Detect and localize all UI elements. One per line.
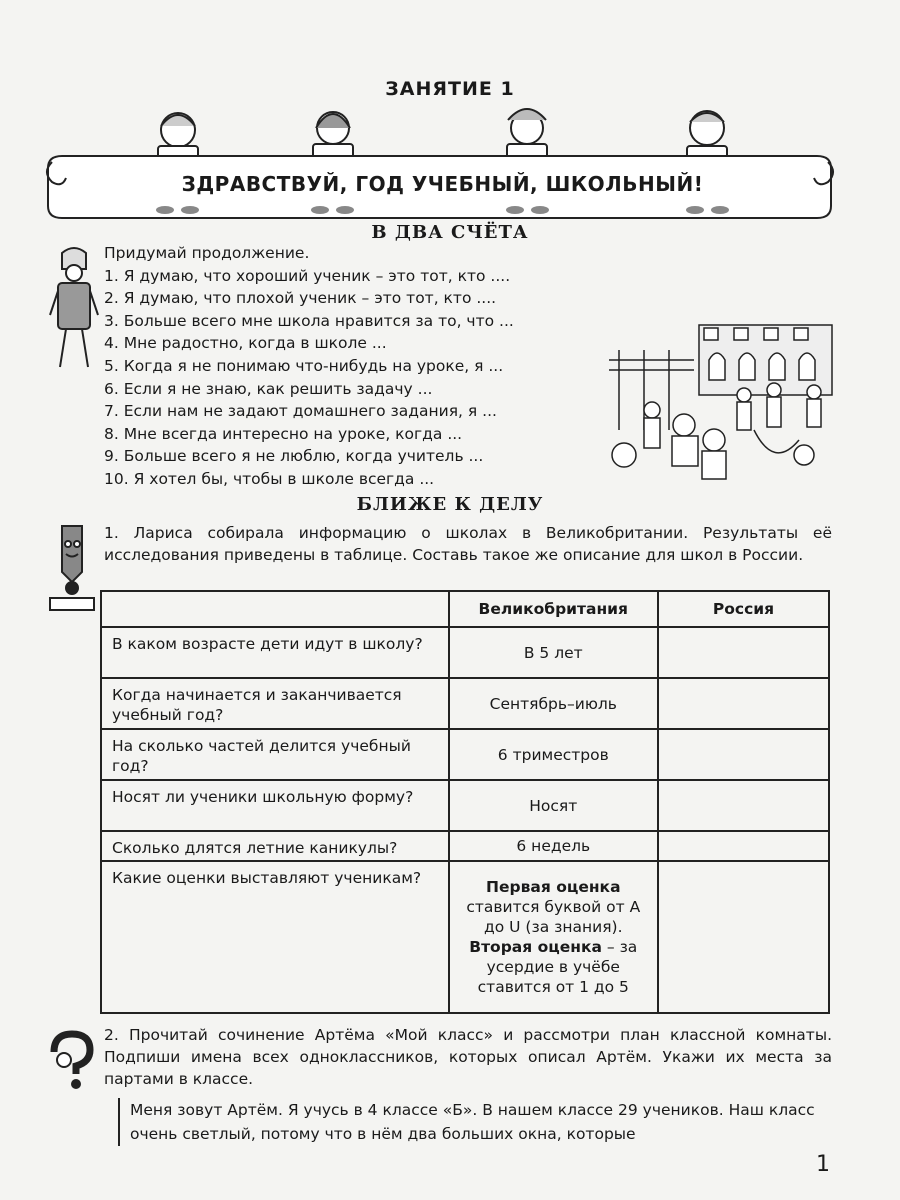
list-item: 9. Больше всего я не люблю, когда учитель ... (104, 447, 484, 466)
list-item: 3. Больше всего мне школа нравится за то, что ... (104, 311, 514, 330)
grade-text-first: ставится буквой от A до U (за знания). (466, 898, 641, 936)
table-row (101, 627, 829, 678)
section-title-v-dva-scheta: В ДВА СЧЁТА (371, 222, 529, 243)
list-item: 6. Если я не знаю, как решить задачу ... (104, 379, 433, 398)
question-mark-icon (44, 1030, 94, 1090)
table-row (101, 831, 829, 861)
grade-label-second: Вторая оценка (469, 938, 602, 956)
table-header-cell: Россия (658, 591, 829, 627)
table-header-cell (101, 591, 449, 627)
table-row (101, 861, 829, 1013)
grade-label-first: Первая оценка (486, 878, 621, 896)
essay-excerpt: Меня зовут Артём. Я учусь в 4 классе «Б». В нашем классе 29 учеников. Наш класс очень светлый, потому что в нём два больших окна, которые (118, 1098, 842, 1146)
schools-comparison-table (100, 590, 830, 1014)
russia-answer-cell[interactable] (658, 861, 829, 1013)
question-cell: Сколько длятся летние каникулы? (101, 831, 449, 861)
uk-answer-cell: Носят (449, 780, 659, 831)
table-row (101, 780, 829, 831)
list-item: 1. Я думаю, что хороший ученик – это тот, кто .... (104, 266, 511, 285)
uk-answer-cell: В 5 лет (449, 627, 659, 678)
task2-text: 2. Прочитай сочинение Артёма «Мой класс» и рассмотри план классной комнаты. Подпиши имена всех одноклассников, которых описал Артём. Укажи их места за партами в классе. (104, 1026, 832, 1088)
list-item: 10. Я хотел бы, чтобы в школе всегда ... (104, 469, 435, 488)
table-header-row (101, 591, 829, 627)
uk-answer-cell: Сентябрь–июль (449, 678, 659, 729)
list-intro: Придумай продолжение. (104, 244, 310, 262)
children-banner-illustration (40, 100, 850, 225)
list-item: 5. Когда я не понимаю что-нибудь на уроке, я ... (104, 356, 504, 375)
schoolyard-illustration (604, 320, 834, 485)
uk-answer-cell: 6 недель (449, 831, 659, 861)
banner-title: ЗДРАВСТВУЙ, ГОД УЧЕБНЫЙ, ШКОЛЬНЫЙ! (181, 172, 704, 196)
knight-figure-icon (48, 245, 100, 375)
table-row (101, 678, 829, 729)
continuation-list (104, 242, 514, 491)
list-item: 2. Я думаю, что плохой ученик – это тот, кто .... (104, 289, 497, 308)
pencil-figure-icon (46, 522, 98, 612)
question-cell: Когда начинается и заканчивается учебный год? (101, 678, 449, 729)
question-cell: Носят ли ученики школьную форму? (101, 780, 449, 831)
russia-answer-cell[interactable] (658, 627, 829, 678)
russia-answer-cell[interactable] (658, 678, 829, 729)
list-item: 8. Мне всегда интересно на уроке, когда ... (104, 424, 463, 443)
task1-text: 1. Лариса собирала информацию о школах в Великобритании. Результаты её исследования приведены в таблице. Составь такое же описание для школ в России. (104, 524, 832, 564)
page-number: 1 (816, 1152, 830, 1177)
question-cell: Какие оценки выставляют ученикам? (101, 861, 449, 1013)
question-cell: В каком возрасте дети идут в школу? (101, 627, 449, 678)
grade-text-second: – за усердие в учёбе ставится от 1 до 5 (477, 938, 638, 996)
section-title-blizhe-k-delu: БЛИЖЕ К ДЕЛУ (356, 494, 544, 515)
table-row (101, 729, 829, 780)
uk-answer-cell: 6 триместров (449, 729, 659, 780)
russia-answer-cell[interactable] (658, 780, 829, 831)
russia-answer-cell[interactable] (658, 831, 829, 861)
table-header-cell: Великобритания (449, 591, 659, 627)
list-item: 4. Мне радостно, когда в школе ... (104, 334, 387, 353)
list-item: 7. Если нам не задают домашнего задания, я ... (104, 402, 497, 421)
uk-answer-cell (449, 861, 659, 1013)
lesson-title: ЗАНЯТИЕ 1 (385, 78, 515, 100)
question-cell: На сколько частей делится учебный год? (101, 729, 449, 780)
russia-answer-cell[interactable] (658, 729, 829, 780)
